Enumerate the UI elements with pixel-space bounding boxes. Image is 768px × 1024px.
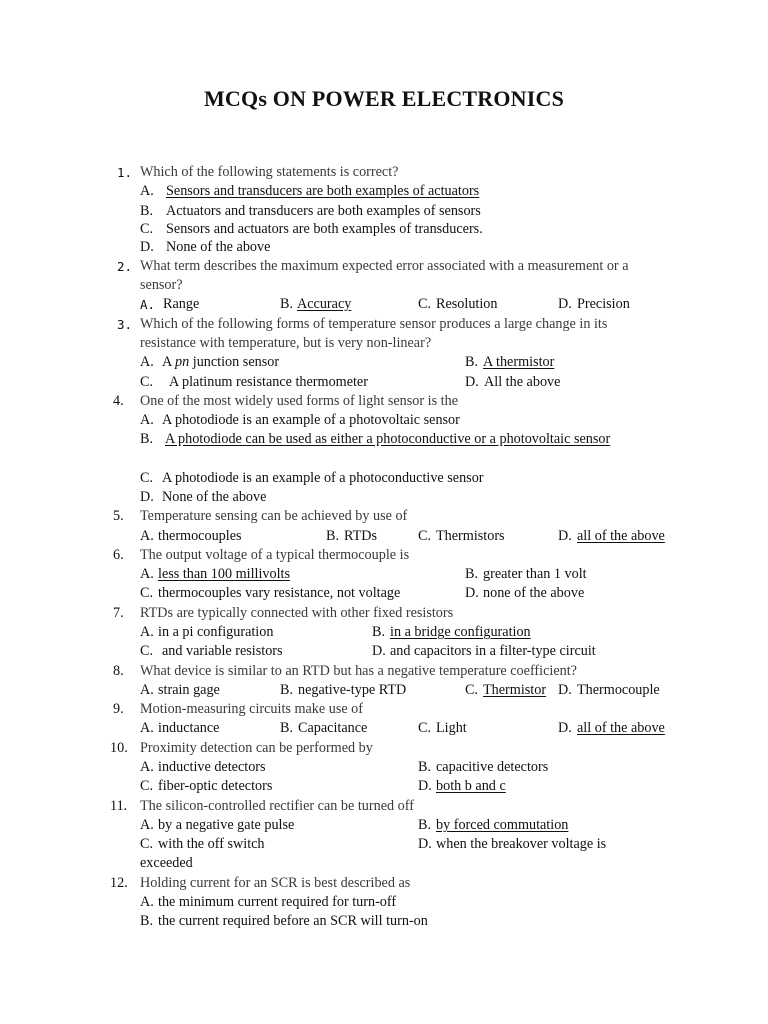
option-text: RTDs	[344, 528, 378, 544]
option-label: B.	[465, 566, 479, 582]
option-text: by a negative gate pulse	[158, 817, 295, 833]
option-text: all of the above	[577, 528, 665, 544]
option-text: A photodiode can be used as either a photoconductive or a photovoltaic sensor	[165, 431, 611, 447]
option-text: Range	[163, 296, 200, 312]
option-label: A.	[140, 720, 154, 736]
option-text: Resolution	[436, 296, 498, 312]
question-text: What term describes the maximum expected error associated with a measurement or a	[140, 258, 629, 274]
option-label: B.	[280, 720, 294, 736]
option-text: None of the above	[166, 239, 271, 255]
question-text: Holding current for an SCR is best described as	[140, 875, 411, 891]
page-title: MCQs ON POWER ELECTRONICS	[203, 86, 565, 111]
option-text: by forced commutation	[436, 817, 569, 833]
option-text: A thermistor	[483, 354, 555, 370]
option-text: less than 100 millivolts	[158, 566, 291, 582]
option-text: greater than 1 volt	[483, 566, 587, 582]
question-number: 5.	[113, 508, 124, 524]
option-text: both b and c	[436, 778, 506, 794]
option-text: Thermistor	[483, 682, 547, 698]
option-label: B.	[418, 759, 432, 775]
option-text: Sensors and actuators are both examples of transducers.	[166, 221, 483, 237]
option-text: negative-type RTD	[298, 682, 407, 698]
option-label: A.	[140, 412, 154, 428]
option-label: D.	[465, 585, 479, 601]
question-number: 8.	[113, 663, 124, 679]
option-label: B.	[418, 817, 432, 833]
option-text: inductance	[158, 720, 220, 736]
option-text: Accuracy	[297, 296, 352, 312]
option-label: C.	[140, 221, 154, 237]
option-label: A.	[140, 817, 154, 833]
option-label: D.	[418, 836, 432, 852]
option-text: in a pi configuration	[158, 624, 274, 640]
option-label: A.	[140, 682, 154, 698]
question-text-continued: resistance with temperature, but is very non-linear?	[140, 335, 432, 351]
option-label: B.	[326, 528, 340, 544]
option-text: Precision	[577, 296, 630, 312]
question-text: Which of the following statements is correct?	[140, 164, 399, 180]
option-label: C.	[418, 528, 432, 544]
option-label: C.	[140, 643, 154, 659]
question-text: Temperature sensing can be achieved by use of	[140, 508, 408, 524]
question-text-continued: sensor?	[140, 277, 183, 293]
option-label: D.	[558, 528, 572, 544]
option-label: A.	[140, 624, 154, 640]
option-text: and capacitors in a filter-type circuit	[390, 643, 596, 659]
option-label: B.	[372, 624, 386, 640]
option-label: C.	[140, 836, 154, 852]
question-number: 2.	[117, 259, 133, 274]
question-text: One of the most widely used forms of light sensor is the	[140, 393, 458, 409]
question-number: 10.	[110, 740, 128, 756]
question-number: 1.	[117, 165, 133, 180]
option-label: D.	[372, 643, 386, 659]
option-text: None of the above	[162, 489, 267, 505]
option-text: A photodiode is an example of a photoconductive sensor	[162, 470, 484, 486]
option-label: D.	[140, 239, 154, 255]
option-text: A pn junction sensor	[162, 354, 280, 370]
option-label: B.	[280, 296, 294, 312]
option-label: C.	[418, 720, 432, 736]
question-number: 11.	[110, 798, 128, 814]
question-text: The output voltage of a typical thermocouple is	[140, 547, 410, 563]
option-text: thermocouples vary resistance, not voltage	[158, 585, 401, 601]
option-text: Light	[436, 720, 467, 736]
option-label: A.	[140, 759, 154, 775]
option-text: thermocouples	[158, 528, 242, 544]
option-label: C.	[140, 585, 154, 601]
option-text: strain gage	[158, 682, 220, 698]
option-text: Actuators and transducers are both examples of sensors	[166, 203, 481, 219]
option-label: D.	[418, 778, 432, 794]
option-text: with the off switch	[158, 836, 265, 852]
option-text: Capacitance	[298, 720, 368, 736]
option-text: none of the above	[483, 585, 585, 601]
question-number: 3.	[117, 317, 133, 332]
option-text: Sensors and transducers are both examples of actuators	[166, 183, 480, 199]
option-label: C.	[140, 470, 154, 486]
option-text: A platinum resistance thermometer	[169, 374, 368, 390]
option-label: D.	[558, 682, 572, 698]
option-label: B.	[280, 682, 294, 698]
question-number: 9.	[113, 701, 124, 717]
option-label: A.	[140, 297, 156, 312]
option-label: C.	[140, 778, 154, 794]
option-label: D.	[465, 374, 479, 390]
question-text: Motion-measuring circuits make use of	[140, 701, 364, 717]
option-text: and variable resistors	[162, 643, 283, 659]
option-text: All the above	[484, 374, 561, 390]
option-text: Thermocouple	[577, 682, 660, 698]
option-text: capacitive detectors	[436, 759, 549, 775]
option-label: B.	[465, 354, 479, 370]
option-label: D.	[558, 720, 572, 736]
option-label: B.	[140, 431, 154, 447]
question-number: 12.	[110, 875, 128, 891]
option-text: the minimum current required for turn-off	[158, 894, 397, 910]
option-label: D.	[140, 489, 154, 505]
option-label: B.	[140, 913, 154, 929]
question-text: The silicon-controlled rectifier can be turned off	[140, 798, 414, 814]
option-text: inductive detectors	[158, 759, 266, 775]
option-label: A.	[140, 894, 154, 910]
question-text: RTDs are typically connected with other fixed resistors	[140, 605, 454, 621]
option-label: C.	[140, 374, 154, 390]
option-text: in a bridge configuration	[390, 624, 531, 640]
option-label: A.	[140, 354, 154, 370]
option-text: when the breakover voltage is	[436, 836, 607, 852]
question-number: 6.	[113, 547, 124, 563]
option-label: A.	[140, 183, 154, 199]
option-label: A.	[140, 528, 154, 544]
option-text: A photodiode is an example of a photovoltaic sensor	[162, 412, 460, 428]
question-number: 4.	[113, 393, 124, 409]
option-text-continued: exceeded	[140, 855, 193, 871]
option-label: D.	[558, 296, 572, 312]
option-text: all of the above	[577, 720, 665, 736]
option-label: C.	[418, 296, 432, 312]
option-label: B.	[140, 203, 154, 219]
option-text: Thermistors	[436, 528, 505, 544]
question-text: Which of the following forms of temperature sensor produces a large change in its	[140, 316, 608, 332]
question-text: Proximity detection can be performed by	[140, 740, 373, 756]
option-text: the current required before an SCR will turn-on	[158, 913, 428, 929]
option-text: fiber-optic detectors	[158, 778, 273, 794]
question-number: 7.	[113, 605, 124, 621]
option-label: C.	[465, 682, 479, 698]
question-text: What device is similar to an RTD but has a negative temperature coefficient?	[140, 663, 577, 679]
option-label: A.	[140, 566, 154, 582]
